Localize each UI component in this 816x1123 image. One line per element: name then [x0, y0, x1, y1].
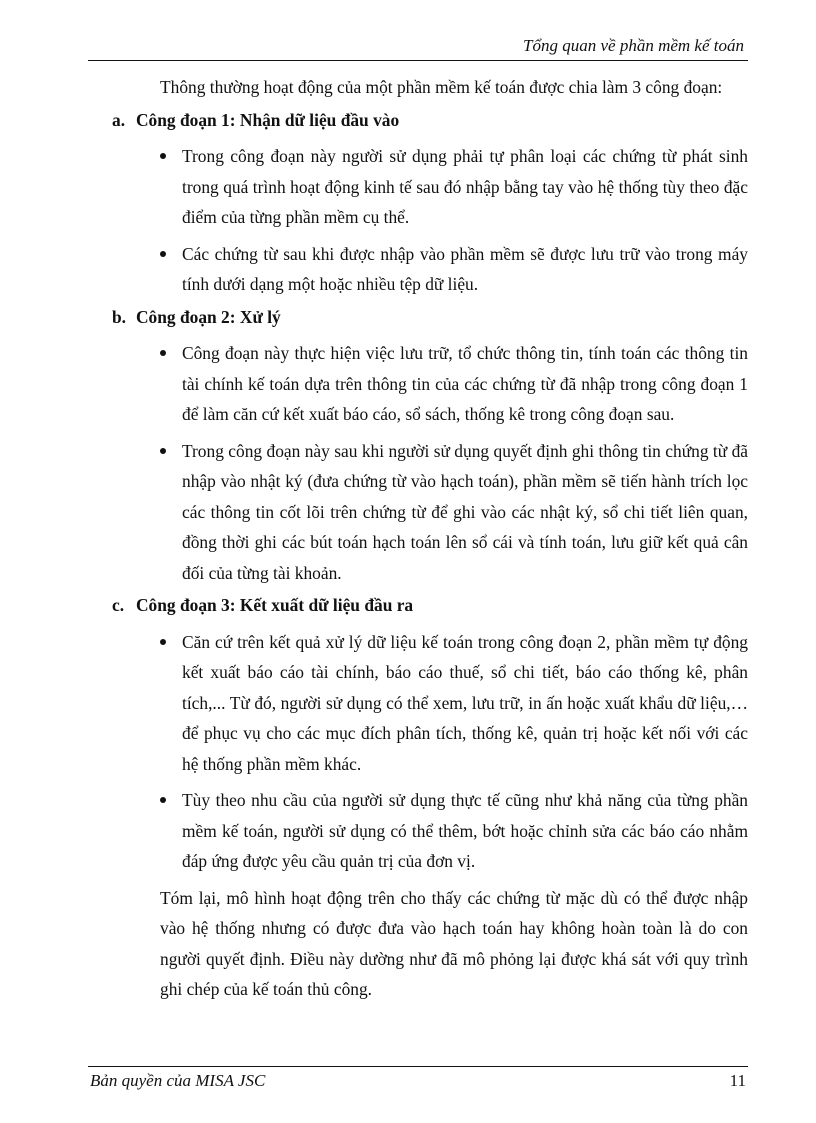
bullet-item: [100, 436, 748, 589]
bullet-text: Trong công đoạn này sau khi người sử dụng quyết định ghi thông tin chứng từ đã nhập vào nhật ký (đưa chứng từ vào hạch toán), phần mềm sẽ tiến hành trích lọc các thông tin cốt lõi trên chứng từ để ghi vào các nhật ký, sổ chi tiết liên quan, đồng thời ghi các bút toán hạch toán lên sổ cái và tính toán, lưu giữ kết quả cân đối của từng tài khoản.: [182, 440, 748, 583]
bullet-item: [100, 338, 748, 430]
section-a: [100, 105, 748, 300]
section-heading: [100, 590, 748, 621]
bullet-dot-icon: [160, 153, 166, 159]
header-title: Tổng quan về phần mềm kế toán: [523, 36, 744, 55]
bullet-dot-icon: [160, 448, 166, 454]
section-title: Công đoạn 3: Kết xuất dữ liệu đầu ra: [136, 595, 414, 615]
bullet-text: Trong công đoạn này người sử dụng phải tự phân loại các chứng từ phát sinh trong quá trình hoạt động kinh tế sau đó nhập bằng tay vào hệ thống tùy theo đặc điểm của từng phần mềm cụ thể.: [182, 146, 748, 227]
section-title: Công đoạn 1: Nhận dữ liệu đầu vào: [136, 109, 400, 130]
footer-copyright: Bản quyền của MISA JSC: [90, 1071, 266, 1090]
page-content: [100, 72, 748, 1005]
section-letter: b.: [112, 306, 127, 327]
bullet-text: Công đoạn này thực hiện việc lưu trữ, tổ chức thông tin, tính toán các thông tin tài chính kế toán dựa trên thông tin của các chứng từ đã nhập trong công đoạn 1 để làm căn cứ kết xuất báo cáo, sổ sách, thống kê trong công đoạn sau.: [182, 343, 748, 424]
bullet-item: [100, 785, 748, 877]
bullet-dot-icon: [160, 251, 166, 257]
page-footer: [88, 1066, 748, 1097]
bullet-text: Các chứng từ sau khi được nhập vào phần mềm sẽ được lưu trữ vào trong máy tính dưới dạng một hoặc nhiều tệp dữ liệu.: [182, 243, 748, 294]
bullet-dot-icon: [160, 639, 166, 645]
page-number: 11: [729, 1071, 746, 1090]
section-letter: a.: [112, 109, 126, 130]
section-title: Công đoạn 2: Xử lý: [136, 306, 281, 327]
conclusion-paragraph: Tóm lại, mô hình hoạt động trên cho thấy các chứng từ mặc dù có thể được nhập vào hệ thống nhưng có được đưa vào hạch toán hay không hoàn toàn là do con người quyết định. Điều này dường như đã mô phỏng lại được khá sát với quy trình ghi chép của kế toán thủ công.: [160, 887, 748, 999]
section-letter: c.: [112, 595, 125, 615]
bullet-text: Căn cứ trên kết quả xử lý dữ liệu kế toán trong công đoạn 2, phần mềm tự động kết xuất báo cáo tài chính, báo cáo thuế, sổ chi tiết, báo cáo thống kê, phân tích,... Từ đó, người sử dụng có thể xem, lưu trữ, in ấn hoặc xuất khẩu dữ liệu,… để phục vụ cho các mục đích phân tích, thống kê, quản trị hoặc kết nối với các hệ thống phần mềm khác.: [182, 631, 748, 774]
section-b: [100, 302, 748, 589]
bullet-dot-icon: [160, 350, 166, 356]
section-c: [100, 590, 748, 877]
bullet-item: [100, 239, 748, 300]
bullet-text: Tùy theo nhu cầu của người sử dụng thực tế cũng như khả năng của từng phần mềm kế toán, người sử dụng có thể thêm, bớt hoặc chỉnh sửa các báo cáo nhằm đáp ứng được yêu cầu quản trị của đơn vị.: [182, 790, 748, 871]
bullet-item: [100, 627, 748, 780]
bullet-dot-icon: [160, 797, 166, 803]
section-heading: [100, 105, 748, 136]
bullet-item: [100, 141, 748, 233]
page-header: [88, 34, 748, 61]
section-heading: [100, 302, 748, 333]
intro-paragraph: Thông thường hoạt động của một phần mềm kế toán được chia làm 3 công đoạn:: [160, 77, 723, 97]
